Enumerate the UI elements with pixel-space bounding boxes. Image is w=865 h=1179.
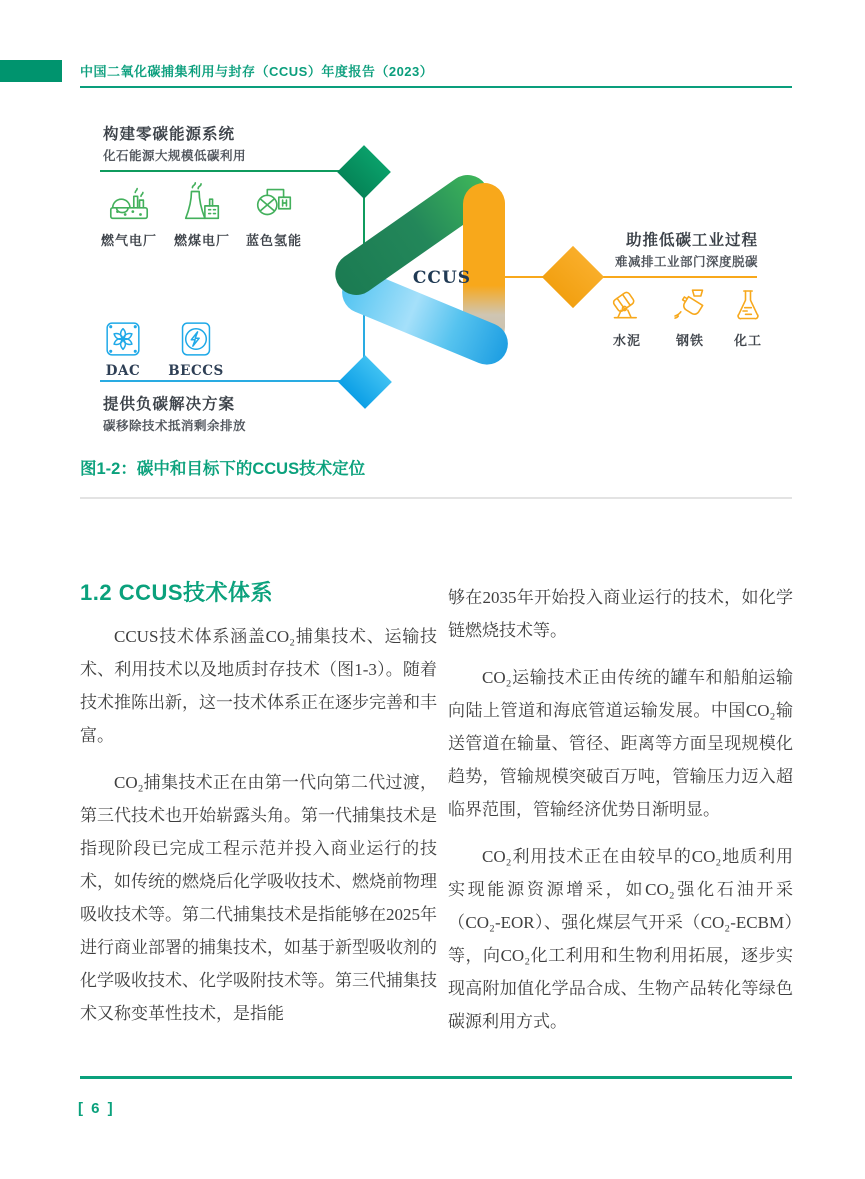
industry-item-steel <box>660 286 720 349</box>
negative-item-beccs <box>166 320 226 379</box>
figure-caption: 图1-2：碳中和目标下的CCUS技术定位 <box>80 460 366 478</box>
footer-divider <box>80 1076 792 1079</box>
energy-connector-line <box>100 170 340 172</box>
blue-hydrogen-icon <box>251 180 297 226</box>
steel-ladle-icon <box>670 286 710 326</box>
beccs-bolt-icon <box>177 320 215 358</box>
gas-plant-icon <box>106 180 152 226</box>
negative-connector-line <box>100 380 340 382</box>
negative-item-dac <box>93 320 153 379</box>
section-heading: 1.2 CCUS技术体系 <box>80 580 274 605</box>
negative-item-label: BECCS <box>168 363 224 379</box>
industry-item-cement <box>597 286 657 349</box>
energy-block-title: 构建零碳能源系统 <box>103 126 236 143</box>
negative-block-subtitle: 碳移除技术抵消剩余排放 <box>103 419 247 433</box>
page-number: [ 6 ] <box>78 1100 115 1117</box>
energy-item-label: 蓝色氢能 <box>245 233 302 248</box>
energy-item-label: 燃气电厂 <box>100 233 157 248</box>
ccus-logo-label: CCUS <box>412 268 472 288</box>
text-column-left <box>80 620 437 1044</box>
chemical-flask-icon <box>728 286 768 326</box>
industry-block-title: 助推低碳工业过程 <box>625 232 758 249</box>
energy-item-blue-hydrogen <box>239 180 309 249</box>
logo-orange-bar-top <box>463 183 505 279</box>
industry-block-subtitle: 难减排工业部门深度脱碳 <box>614 255 758 269</box>
negative-block-title: 提供负碳解决方案 <box>103 396 236 413</box>
paragraph: CCUS技术体系涵盖CO₂捕集技术、运输技术、利用技术以及地质封存技术（图1-3）。随着技术推陈出新，这一技术体系正在逐步完善和丰富。 <box>80 627 437 745</box>
negative-item-label: DAC <box>105 363 141 379</box>
energy-item-gas-plant <box>94 180 164 249</box>
paragraph: CO₂捕集技术正在由第一代向第二代过渡，第三代技术也开始崭露头角。第一代捕集技术是指现阶段已完成工程示范并投入商业运行的技术，如传统的燃烧后化学吸收技术、燃烧前物理吸收技术等。第二代捕集技术是指能够在2025年进行商业部署的捕集技术，如基于新型吸收剂的化学吸收技术、化学吸附技术等。第三代捕集技术又称变革性技术，是指能 <box>80 773 437 1023</box>
industry-item-chemical <box>718 286 778 349</box>
paragraph: 够在2035年开始投入商业运行的技术，如化学链燃烧技术等。 <box>448 588 793 640</box>
dac-fan-icon <box>104 320 142 358</box>
paragraph: CO₂运输技术正由传统的罐车和船舶运输向陆上管道和海底管道运输发展。中国CO₂输送管道在输量、管径、距离等方面呈现规模化趋势，管输规模突破百万吨，管输压力迈入超临界范围，管输经济优势日渐明显。 <box>448 668 793 819</box>
paragraph: CO₂利用技术正在由较早的CO₂地质利用实现能源资源增采，如CO₂强化石油开采（CO₂-EOR）、强化煤层气开采（CO₂-ECBM）等，向CO₂化工利用和生物利用拓展，逐步实现高附加值化学品合成、生物产品转化等绿色碳源利用方式。 <box>448 847 793 1031</box>
text-column-right <box>448 581 793 1052</box>
industry-item-label: 钢铁 <box>675 333 704 348</box>
energy-item-coal-plant <box>167 180 237 249</box>
ccus-positioning-diagram <box>0 0 865 470</box>
report-title: 中国二氧化碳捕集利用与封存（CCUS）年度报告（2023） <box>80 64 434 79</box>
industry-item-label: 水泥 <box>612 333 641 348</box>
energy-block-subtitle: 化石能源大规模低碳利用 <box>103 149 247 163</box>
energy-item-label: 燃煤电厂 <box>173 233 230 248</box>
industry-item-label: 化工 <box>733 333 762 348</box>
cement-mixer-icon <box>607 286 647 326</box>
caption-divider <box>80 497 792 499</box>
coal-plant-icon <box>179 180 225 226</box>
